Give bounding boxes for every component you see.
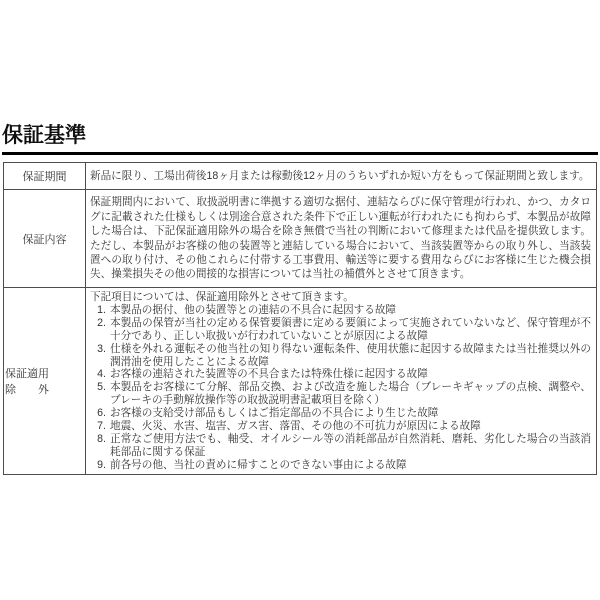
exclusion-item-text: 本製品の据付、他の装置等との連結の不具合に起因する故障 (110, 303, 397, 316)
exclusions-intro: 下記項目については、保証適用除外とさせて頂きます。 (90, 291, 354, 303)
exclusion-item-number: 9. (97, 458, 106, 471)
exclusion-item-number: 2. (97, 316, 106, 329)
exclusion-item-text: 仕様を外れる運転その他当社の知り得ない運転条件、使用状態に起因する故障または当社推奨以外の潤滑油を使用したことによる故障 (110, 342, 591, 368)
exclusions-label-line2: 除外 (5, 383, 71, 396)
title-underline-rule (2, 152, 598, 155)
table-row-warranty-content (4, 190, 597, 288)
table-row-warranty-exclusions (4, 288, 597, 475)
exclusion-item-text: 本製品の保管が当社の定める保管要領書に定める要領によって実施されていないなど、保守管理が不十分であり、正しい取扱いが行われていないことが原因による故障 (110, 316, 591, 342)
exclusion-item (90, 381, 591, 407)
exclusion-item (90, 343, 591, 369)
exclusion-item (90, 407, 591, 420)
exclusion-item-text: 地震、火災、水害、塩害、ガス害、落雷、その他の不可抗力が原因による故障 (110, 420, 481, 433)
exclusion-item-number: 1. (97, 303, 106, 316)
exclusion-item (90, 420, 591, 433)
warranty-exclusions-content (86, 288, 597, 475)
exclusion-item-text: 正常なご使用方法でも、軸受、オイルシール等の消耗部品が自然消耗、磨耗、劣化した場合の当該消耗部品に関する保証 (110, 432, 591, 458)
exclusions-label-line1: 保証適用 (5, 367, 49, 380)
exclusion-item-text: 前各号の他、当社の責めに帰すことのできない事由による故障 (110, 458, 407, 471)
exclusion-item-number: 4. (97, 368, 106, 381)
exclusion-item-text: お客様の連結された装置等の不具合または特殊仕様に起因する故障 (110, 368, 428, 381)
row-label-warranty-period: 保証期間 (4, 163, 86, 190)
warranty-content-text: 保証期間内において、取扱説明書に準拠する適切な据付、連結ならびに保守管理が行われ、かつ、カタログに記載された仕様もしくは別途合意された条件下で正しい運転が行われたにも拘わらず、本製品が故障した場合は、下記保証適用除外の場合を除き無償で当社の判断において修理または代品を提供致します。ただし、本製品がお客様の他の装置等と連結している場合において、当該装置等からの取り外し、当該装置への取り付け、その他これらに付帯する工事費用、輸送等に要する費用ならびにお客様に生じた機会損失、操業損失その他の間接的な損害については当社の補償外とさせて頂きます。 (86, 190, 597, 288)
page-title: 保証基準 (2, 124, 86, 147)
exclusions-label-stack (5, 365, 84, 397)
warranty-period-text: 新品に限り、工場出荷後18ヶ月または稼動後12ヶ月のうちいずれか短い方をもって保証期間と致します。 (86, 163, 597, 190)
exclusion-item (90, 304, 591, 317)
row-label-warranty-content: 保証内容 (4, 190, 86, 288)
exclusion-item (90, 433, 591, 459)
exclusion-item-number: 3. (97, 342, 106, 355)
exclusion-item-number: 6. (97, 407, 106, 420)
exclusion-item (90, 459, 591, 472)
exclusion-item (90, 317, 591, 343)
exclusion-item-text: 本製品をお客様にて分解、部品交換、および改造を施した場合（ブレーキギャップの点検、調整や、ブレーキの手動解放操作等の取扱説明書記載項目を除く） (110, 381, 591, 407)
exclusion-item-text: お客様の支給受け部品もしくはご指定部品の不具合により生じた故障 (110, 407, 439, 420)
exclusion-item-number: 8. (97, 432, 106, 445)
warranty-table (3, 162, 597, 475)
exclusion-item-number: 5. (97, 381, 106, 394)
row-label-warranty-exclusions (4, 288, 86, 475)
exclusion-item-number: 7. (97, 420, 106, 433)
exclusion-item (90, 368, 591, 381)
table-row-warranty-period (4, 163, 597, 190)
